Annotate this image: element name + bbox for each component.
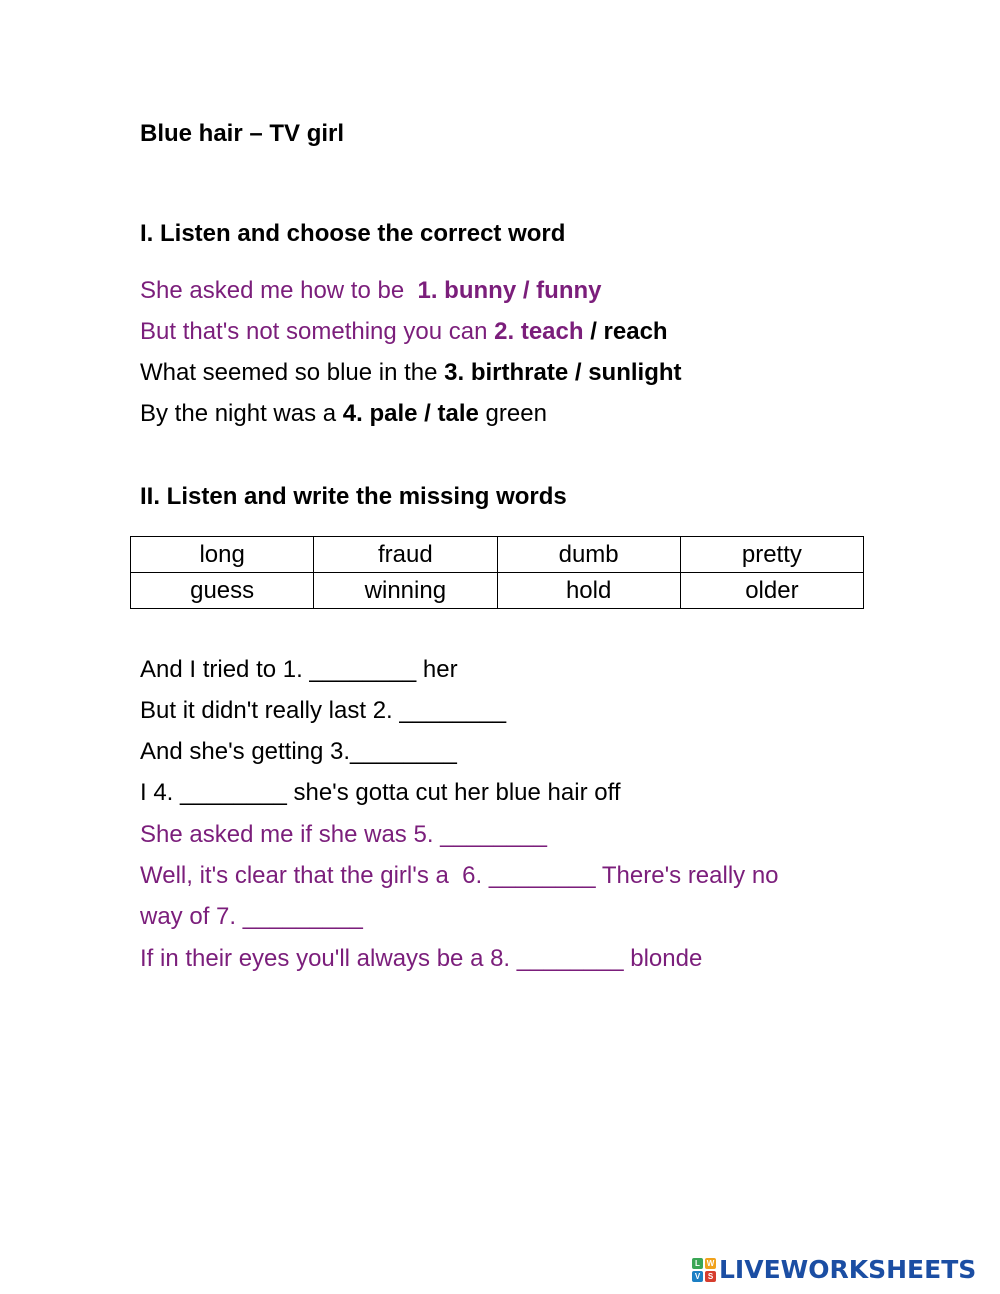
gap-line-5[interactable]: She asked me if she was 5. ________: [140, 821, 547, 848]
gap-line-7[interactable]: way of 7. _________: [140, 903, 363, 930]
choice-line-4: [140, 398, 547, 430]
choice-1-options[interactable]: 1. bunny / funny: [417, 277, 602, 304]
choice-line-3-text: What seemed so blue in the: [140, 359, 445, 386]
word-bank-cell: hold: [497, 573, 680, 609]
choice-2-option-a[interactable]: 2. teach: [494, 318, 584, 345]
word-bank-cell: older: [680, 573, 863, 609]
logo-mark-tile: V: [692, 1271, 703, 1282]
gap-line-2[interactable]: But it didn't really last 2. ________: [140, 697, 507, 724]
word-bank-cell: fraud: [314, 537, 497, 573]
choice-2-option-b[interactable]: / reach: [583, 318, 668, 345]
word-bank-cell: guess: [131, 573, 314, 609]
gap-line-8[interactable]: If in their eyes you'll always be a 8. ________ blonde: [140, 945, 703, 972]
choice-line-3: [140, 357, 682, 389]
choice-line-4-end: green: [478, 400, 547, 427]
choice-3-options[interactable]: 3. birthrate / sunlight: [444, 359, 682, 386]
choice-line-1-text: She asked me how to be: [140, 277, 418, 304]
word-bank-row: [131, 573, 864, 609]
section-2-heading: II. Listen and write the missing words: [140, 483, 567, 510]
gap-line-6[interactable]: Well, it's clear that the girl's a 6. ________ There's really no: [140, 862, 779, 889]
gap-line-4[interactable]: I 4. ________ she's gotta cut her blue hair off: [140, 779, 621, 806]
liveworksheets-logo: [692, 1254, 976, 1286]
gap-line-1[interactable]: And I tried to 1. ________ her: [140, 656, 458, 683]
gap-line-3[interactable]: And she's getting 3.________: [140, 738, 457, 765]
logo-mark-tile: L: [692, 1258, 703, 1269]
logo-text: LIVEWORKSHEETS: [719, 1255, 977, 1284]
word-bank-cell: pretty: [680, 537, 863, 573]
section-1-heading: I. Listen and choose the correct word: [140, 220, 566, 247]
word-bank-table: [130, 536, 864, 609]
word-bank-cell: dumb: [497, 537, 680, 573]
word-bank-row: [131, 537, 864, 573]
choice-line-4-text: By the night was a: [140, 400, 343, 427]
choice-line-1: [140, 275, 602, 307]
choice-4-options[interactable]: 4. pale / tale: [342, 400, 479, 427]
word-bank-cell: long: [131, 537, 314, 573]
logo-mark-icon: [692, 1258, 716, 1282]
choice-line-2-text: But that's not something you can: [140, 318, 495, 345]
logo-mark-tile: S: [705, 1271, 716, 1282]
choice-line-2: [140, 316, 668, 348]
logo-mark-tile: W: [706, 1259, 715, 1268]
word-bank-cell: winning: [314, 573, 497, 609]
worksheet-title: Blue hair – TV girl: [140, 120, 345, 147]
